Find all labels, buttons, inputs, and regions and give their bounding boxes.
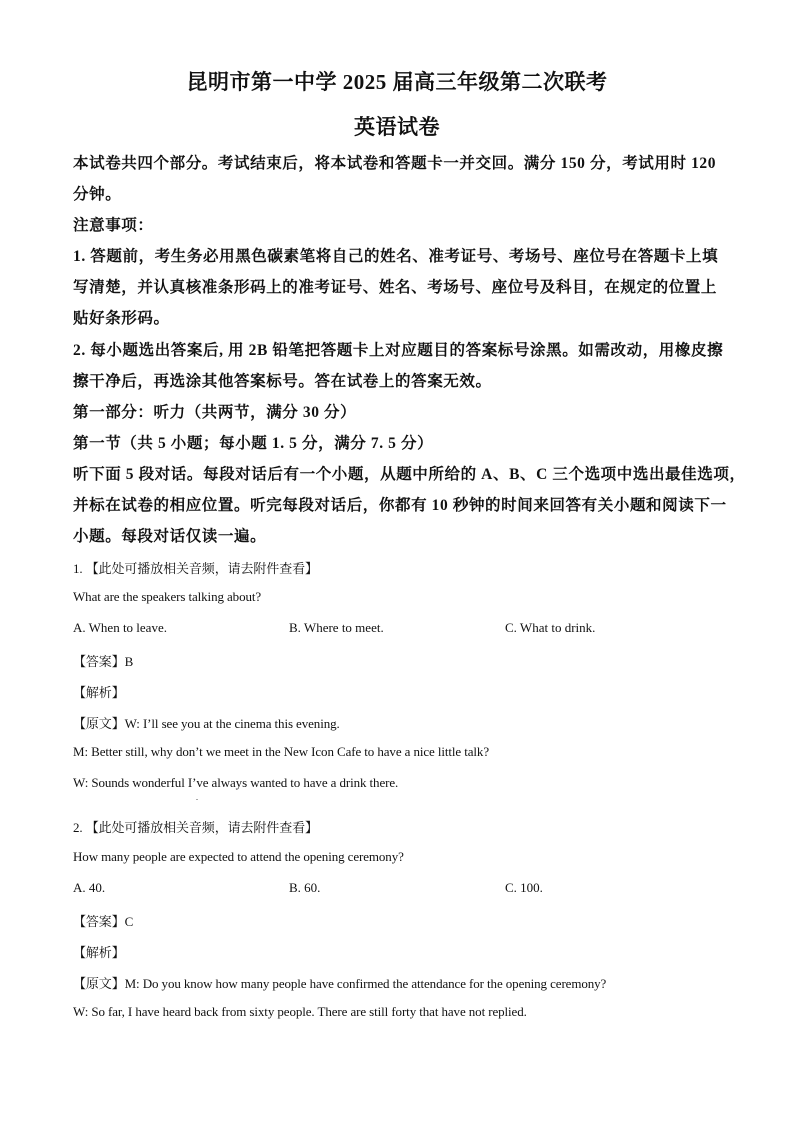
question-2-answer: 【答案】C xyxy=(73,914,134,929)
note-1-line-1: 1. 答题前，考生务必用黑色碳素笔将自己的姓名、准考证号、考场号、座位号在答题卡上填 xyxy=(73,248,719,265)
notes-heading: 注意事项： xyxy=(73,217,154,234)
question-1-option-b: B. Where to meet. xyxy=(289,620,384,635)
question-1-analysis: 【解析】 xyxy=(73,685,125,700)
question-2-option-b: B. 60. xyxy=(289,880,321,895)
intro-line-1: 本试卷共四个部分。考试结束后，将本试卷和答题卡一并交回。满分 150 分，考试用时 120 xyxy=(73,155,717,172)
question-2-text: How many people are expected to attend the opening ceremony? xyxy=(73,849,404,864)
exam-title: 昆明市第一中学 2025 届高三年级第二次联考 xyxy=(186,70,608,94)
section-1-heading: 第一节（共 5 小题；每小题 1. 5 分，满分 7. 5 分） xyxy=(73,435,434,452)
note-2-line-1: 2. 每小题选出答案后, 用 2B 铅笔把答题卡上对应题目的答案标号涂黑。如需改动，用橡皮擦 xyxy=(73,342,724,359)
question-1-number: 1. 【此处可播放相关音频，请去附件查看】 xyxy=(73,561,318,576)
instructions-line-2: 并标在试卷的相应位置。听完每段对话后，你都有 10 秒钟的时间来回答有关小题和阅读下一 xyxy=(73,497,727,514)
question-1-option-c: C. What to drink. xyxy=(505,620,596,635)
question-2-transcript-1: 【原文】M: Do you know how many people have confirmed the attendance for the opening ceremony? xyxy=(73,976,607,991)
question-2-transcript-2: W: So far, I have heard back from sixty people. There are still forty that have not replied. xyxy=(73,1004,527,1019)
stray-dot-mark: . xyxy=(196,793,198,802)
question-1-transcript-2: M: Better still, why don’t we meet in the New Icon Cafe to have a nice little talk? xyxy=(73,744,490,759)
instructions-line-1: 听下面 5 段对话。每段对话后有一个小题，从题中所给的 A、B、C 三个选项中选出最佳选项， xyxy=(73,466,746,483)
question-1-transcript-1: 【原文】W: I’ll see you at the cinema this evening. xyxy=(73,716,340,731)
question-1-option-a: A. When to leave. xyxy=(73,620,167,635)
question-1-text: What are the speakers talking about? xyxy=(73,589,262,604)
instructions-line-3: 小题。每段对话仅读一遍。 xyxy=(73,528,267,545)
question-1-transcript-3: W: Sounds wonderful I’ve always wanted to have a drink there. xyxy=(73,775,399,790)
question-2-analysis: 【解析】 xyxy=(73,945,125,960)
note-1-line-3: 贴好条形码。 xyxy=(73,310,170,327)
question-2-option-a: A. 40. xyxy=(73,880,106,895)
question-1-answer: 【答案】B xyxy=(73,654,134,669)
part-1-heading: 第一部分：听力（共两节，满分 30 分） xyxy=(73,404,357,421)
intro-line-2: 分钟。 xyxy=(73,186,122,203)
question-2-number: 2. 【此处可播放相关音频，请去附件查看】 xyxy=(73,820,318,835)
note-2-line-2: 擦干净后，再选涂其他答案标号。答在试卷上的答案无效。 xyxy=(73,373,492,390)
question-2-option-c: C. 100. xyxy=(505,880,543,895)
exam-subtitle: 英语试卷 xyxy=(354,115,440,139)
note-1-line-2: 写清楚，并认真核准条形码上的准考证号、姓名、考场号、座位号及科目，在规定的位置上 xyxy=(73,279,718,296)
